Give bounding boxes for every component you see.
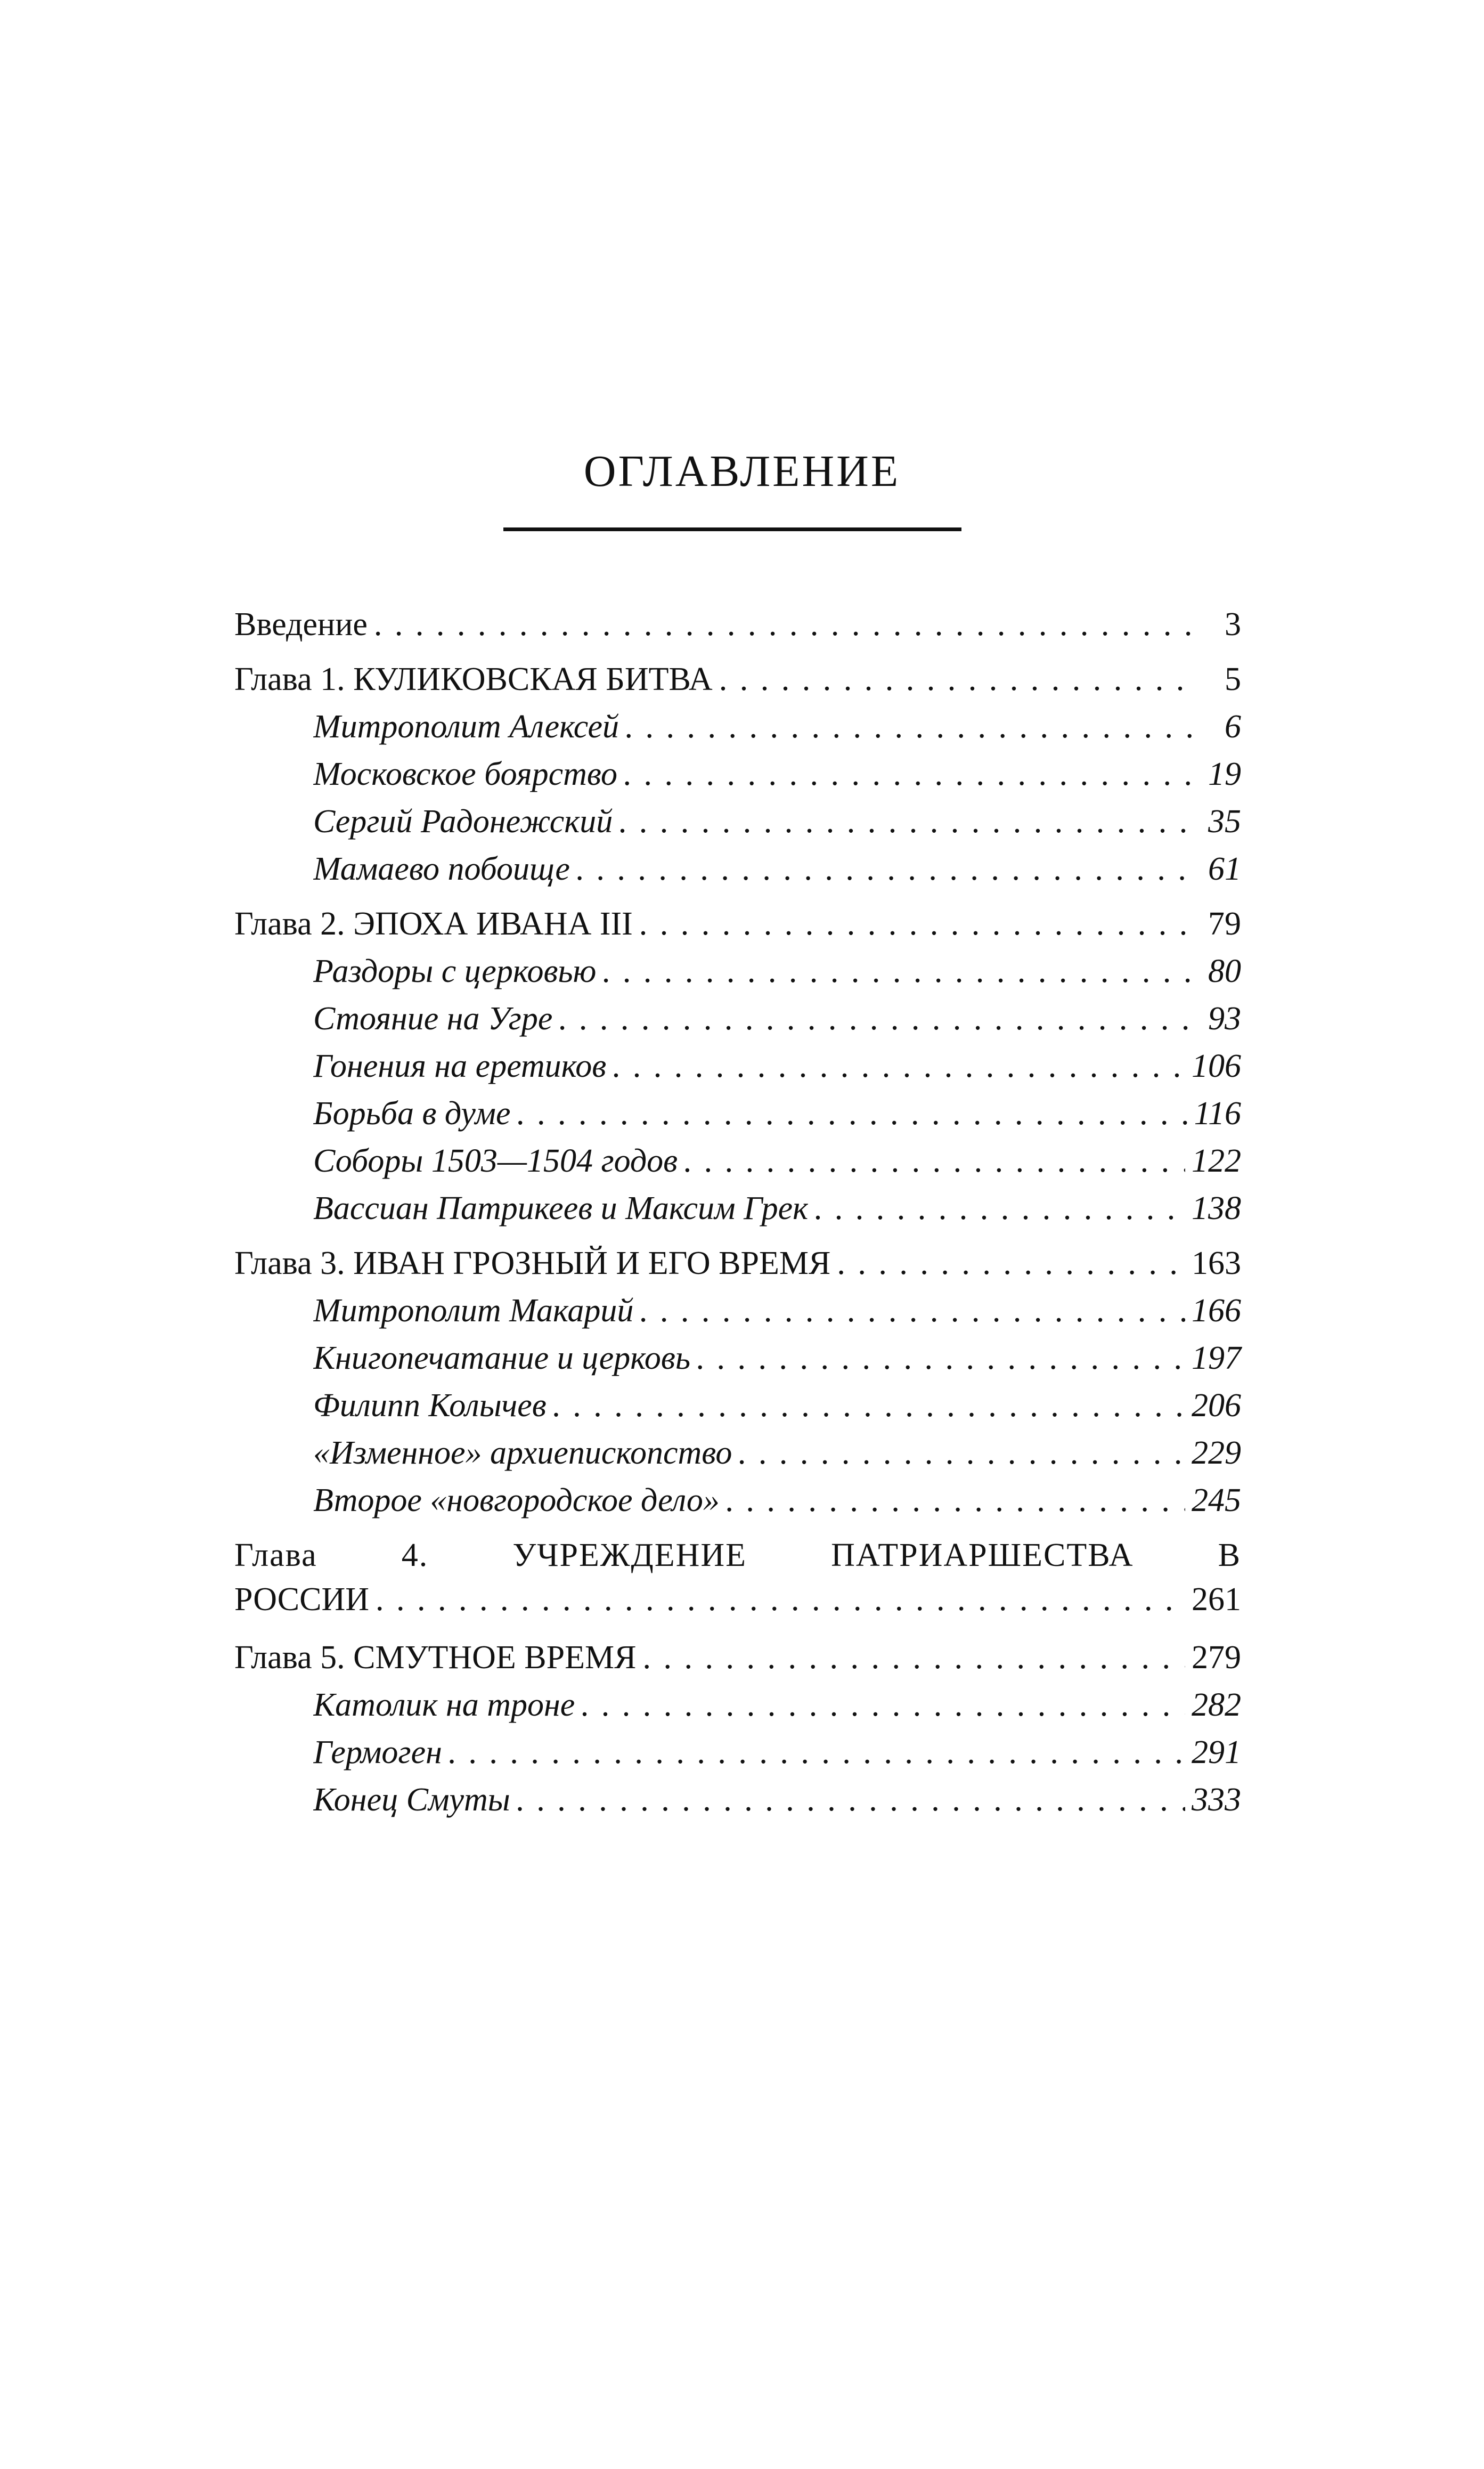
page-number: 79 [1208,906,1241,942]
dot-leader [613,1043,1185,1090]
page-number: 5 [1225,661,1241,697]
toc-entries-tail [234,1634,1241,1824]
page-number: 197 [1192,1340,1241,1376]
page-number: 61 [1208,851,1241,887]
toc-entries [234,601,1241,1524]
dot-leader [576,846,1197,893]
toc-entry-section[interactable] [234,995,1241,1043]
page-number: 229 [1192,1435,1241,1471]
toc-entry-section[interactable] [234,1090,1241,1138]
dot-leader [726,1477,1185,1524]
toc-entry-section[interactable] [234,798,1241,846]
toc-entry-label: РОССИИ [234,1581,370,1618]
toc-entry-label: Глава 3. ИВАН ГРОЗНЫЙ И ЕГО ВРЕМЯ [234,1245,831,1281]
dot-leader [559,995,1197,1043]
toc-entry-label: Гермоген [313,1734,442,1770]
toc-entry-section[interactable] [234,1335,1241,1382]
toc-entry-chapter[interactable] [234,900,1241,948]
dot-leader [624,751,1197,798]
toc-entry-label: Гонения на еретиков [313,1048,607,1084]
dot-leader [684,1138,1185,1185]
page-number: 261 [1192,1581,1241,1618]
toc-entry-label: Глава 1. КУЛИКОВСКАЯ БИТВА [234,661,713,697]
toc-entry-label: Мамаево побоище [313,851,570,887]
chapter-4-word: 4. [401,1537,429,1573]
dot-leader [553,1382,1185,1430]
page-title: ОГЛАВЛЕНИЕ [583,446,901,496]
page-number: 93 [1208,1001,1241,1037]
toc-entry-chapter[interactable] [234,1240,1241,1287]
dot-leader [581,1682,1185,1729]
chapter-4-title-line [234,1532,1241,1579]
page-number: 291 [1192,1734,1241,1770]
chapter-4-word: ПАТРИАРШЕСТВА [831,1537,1134,1573]
table-of-contents [234,601,1241,1824]
toc-entry-chapter[interactable] [234,601,1241,648]
page-number: 19 [1208,756,1241,792]
toc-entry-label: Введение [234,606,368,643]
toc-entry-chapter-4[interactable] [234,1532,1241,1627]
toc-entry-section[interactable] [234,1729,1241,1776]
page-number: 206 [1192,1387,1241,1424]
page-number: 6 [1225,709,1241,745]
toc-entry-section[interactable] [234,846,1241,893]
chapter-4-continuation-line [234,1579,1241,1627]
toc-entry-chapter[interactable] [234,656,1241,703]
toc-entry-label: Борьба в думе [313,1095,511,1132]
page-number: 35 [1208,803,1241,840]
toc-entry-label: Книгопечатание и церковь [313,1340,691,1376]
dot-leader [449,1729,1185,1776]
page-number: 245 [1192,1482,1241,1518]
page-number: 279 [1192,1639,1241,1676]
toc-entry-section[interactable] [234,751,1241,798]
toc-entry-section[interactable] [234,1138,1241,1185]
dot-leader [738,1430,1185,1477]
toc-entry-label: Стояние на Угре [313,1001,553,1037]
dot-leader [517,1776,1185,1824]
page-number: 80 [1208,953,1241,989]
page-number: 282 [1192,1687,1241,1723]
toc-entry-section[interactable] [234,703,1241,751]
dot-leader [837,1240,1185,1287]
dot-leader [602,948,1197,995]
toc-entry-label: Раздоры с церковью [313,953,597,989]
toc-entry-label: Глава 2. ЭПОХА ИВАНА III [234,906,633,942]
toc-entry-label: Митрополит Макарий [313,1293,634,1329]
page-number: 166 [1192,1293,1241,1329]
toc-entry-section[interactable] [234,1477,1241,1524]
page-number: 106 [1192,1048,1241,1084]
page-number: 138 [1192,1190,1241,1227]
toc-entry-section[interactable] [234,1185,1241,1232]
toc-entry-label: Вассиан Патрикеев и Максим Грек [313,1190,809,1227]
chapter-4-word: Глава [234,1537,317,1573]
toc-entry-label: Московское боярство [313,756,617,792]
page-number: 122 [1192,1143,1241,1179]
page-number: 3 [1225,606,1241,643]
toc-entry-section[interactable] [234,948,1241,995]
dot-leader [814,1185,1185,1232]
toc-entry-label: Митрополит Алексей [313,709,619,745]
dot-leader [639,900,1197,948]
toc-entry-section[interactable] [234,1043,1241,1090]
toc-entry-label: Сергий Радонежский [313,803,613,840]
page-number: 116 [1194,1095,1241,1132]
dot-leader [625,703,1197,751]
toc-entry-label: «Изменное» архиепископство [313,1435,732,1471]
dot-leader [697,1335,1185,1382]
toc-entry-label: Второе «новгородское дело» [313,1482,720,1518]
dot-leader [517,1090,1188,1138]
dot-leader [642,1634,1185,1682]
toc-entry-label: Католик на троне [313,1687,575,1723]
chapter-4-word: В [1218,1537,1241,1573]
dot-leader [619,798,1197,846]
toc-entry-label: Соборы 1503—1504 годов [313,1143,678,1179]
toc-entry-section[interactable] [234,1776,1241,1824]
chapter-4-word: УЧРЕЖДЕНИЕ [512,1537,747,1573]
dot-leader [640,1287,1185,1335]
dot-leader [376,1579,1185,1620]
toc-entry-section[interactable] [234,1382,1241,1430]
toc-entry-chapter[interactable] [234,1634,1241,1682]
toc-entry-label: Глава 5. СМУТНОЕ ВРЕМЯ [234,1639,637,1676]
toc-entry-label: Филипп Колычев [313,1387,547,1424]
toc-entry-section[interactable] [234,1430,1241,1477]
page-number: 333 [1192,1782,1241,1818]
dot-leader [719,656,1197,703]
dot-leader [374,601,1197,648]
toc-entry-section[interactable] [234,1682,1241,1729]
toc-entry-label: Конец Смуты [313,1782,510,1818]
page-number: 163 [1192,1245,1241,1281]
title-underline [503,527,961,531]
toc-entry-section[interactable] [234,1287,1241,1335]
